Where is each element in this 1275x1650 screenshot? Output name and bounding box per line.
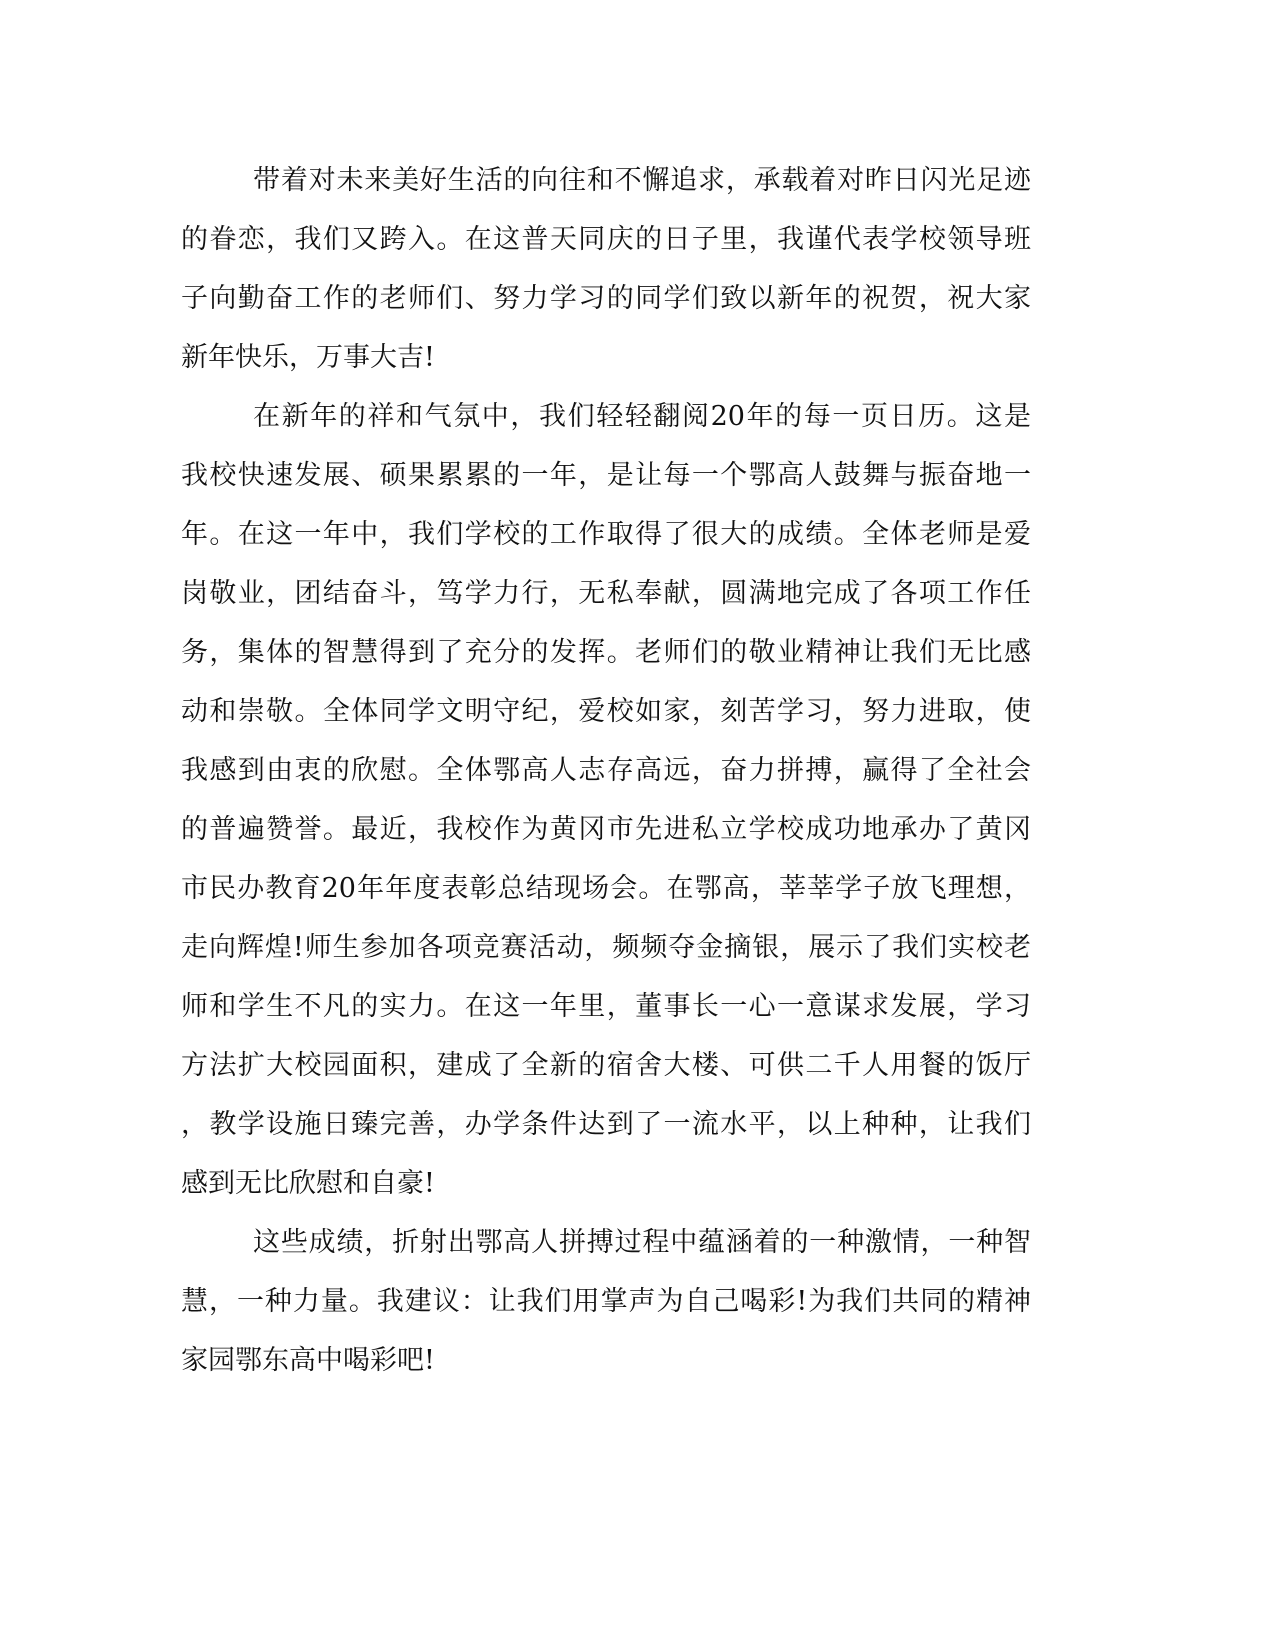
text-line: 子向勤奋工作的老师们、努力学习的同学们致以新年的祝贺，祝大家 [181,283,1031,314]
text-line: 师和学生不凡的实力。在这一年里，董事长一心一意谋求发展，学习 [181,991,1031,1022]
text-line: 感到无比欣慰和自豪! [181,1168,435,1199]
text-line: 动和崇敬。全体同学文明守纪，爱校如家，刻苦学习，努力进取，使 [181,696,1031,727]
text-line: 的普遍赞誉。最近，我校作为黄冈市先进私立学校成功地承办了黄冈 [181,814,1031,845]
text-line: 我感到由衷的欣慰。全体鄂高人志存高远，奋力拼搏，赢得了全社会 [181,755,1031,786]
text-line: 新年快乐，万事大吉! [181,342,435,373]
text-line: ，教学设施日臻完善，办学条件达到了一流水平，以上种种，让我们 [181,1109,1031,1140]
text-line: 方法扩大校园面积，建成了全新的宿舍大楼、可供二千人用餐的饭厅 [181,1050,1031,1081]
text-line: 市民办教育20年年度表彰总结现场会。在鄂高，莘莘学子放飞理想， [181,873,1031,904]
text-line: 这些成绩，折射出鄂高人拼搏过程中蕴涵着的一种激情，一种智 [253,1227,1031,1258]
text-line: 我校快速发展、硕果累累的一年，是让每一个鄂高人鼓舞与振奋地一 [181,460,1031,491]
text-line: 的眷恋，我们又跨入。在这普天同庆的日子里，我谨代表学校领导班 [181,224,1031,255]
text-line: 在新年的祥和气氛中，我们轻轻翻阅20年的每一页日历。这是 [253,401,1031,432]
document-body [181,151,1031,1390]
text-line: 岗敬业，团结奋斗，笃学力行，无私奉献，圆满地完成了各项工作任 [181,578,1031,609]
text-line: 慧，一种力量。我建议：让我们用掌声为自己喝彩!为我们共同的精神 [181,1286,1031,1317]
text-line: 务，集体的智慧得到了充分的发挥。老师们的敬业精神让我们无比感 [181,637,1031,668]
paragraph-new-year-greeting [181,151,1031,387]
text-line: 家园鄂东高中喝彩吧! [181,1345,435,1376]
text-line: 走向辉煌!师生参加各项竞赛活动，频频夺金摘银，展示了我们实校老 [181,932,1031,963]
paragraph-applause [181,1213,1031,1390]
paragraph-year-review [181,387,1031,1213]
text-line: 年。在这一年中，我们学校的工作取得了很大的成绩。全体老师是爱 [181,519,1031,550]
text-line: 带着对未来美好生活的向往和不懈追求，承载着对昨日闪光足迹 [253,165,1031,196]
